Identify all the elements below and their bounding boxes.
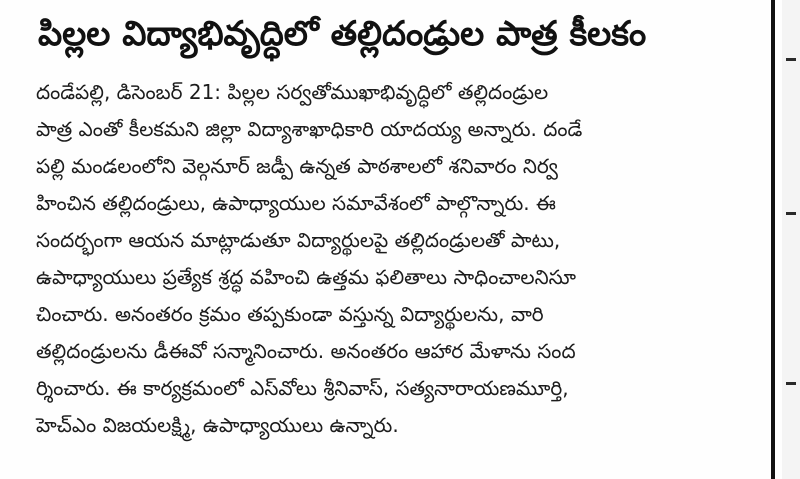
article-line: తల్లిదండ్రులను డీఈవో సన్మానించారు. అనంతరం ఆహార మేళాను సంద bbox=[36, 339, 576, 363]
article-line: ర్శించారు. ఈ కార్యక్రమంలో ఎస్‌వోలు శ్రీనివాస్, సత్యనారాయణమూర్తి, bbox=[36, 376, 569, 400]
article-body bbox=[36, 74, 766, 444]
article-line: ఉపాధ్యాయులు ప్రత్యేక శ్రద్ధ వహించి ఉత్తమ ఫలితాలు సాధించాలనిసూ bbox=[36, 265, 577, 289]
article-line: పల్లి మండలంలోని వెల్గనూర్ జడ్పీ ఉన్నత పాఠశాలలో శనివారం నిర్వ bbox=[36, 154, 558, 178]
article-line: దండేపల్లి, డిసెంబర్ 21: పిల్లల సర్వతోముఖాభివృద్ధిలో తల్లిదండ్రుల bbox=[36, 80, 549, 104]
adjacent-column-edge bbox=[782, 0, 800, 479]
column-divider-rule bbox=[771, 0, 775, 479]
article-headline: పిల్లల విద్యాభివృద్ధిలో తల్లిదండ్రుల పాత్ర కీలకం bbox=[38, 14, 647, 54]
adjacent-column-text-fragment bbox=[786, 58, 796, 61]
article-line: చించారు. అనంతరం క్రమం తప్పకుండా వస్తున్న విద్యార్థులను, వారి bbox=[36, 302, 544, 326]
adjacent-column-text-fragment bbox=[786, 382, 796, 385]
article-line: సందర్భంగా ఆయన మాట్లాడుతూ విద్యార్థులపై తల్లిదండ్రులతో పాటు, bbox=[36, 228, 561, 252]
article-line: హెచ్ఎం విజయలక్ష్మి, ఉపాధ్యాయులు ఉన్నారు. bbox=[36, 413, 399, 437]
adjacent-column-text-fragment bbox=[786, 212, 796, 215]
article-line: పాత్ర ఎంతో కీలకమని జిల్లా విద్యాశాఖాధికారి యాదయ్య అన్నారు. దండే bbox=[36, 117, 583, 141]
article-line: హించిన తల్లిదండ్రులు, ఉపాధ్యాయుల సమావేశంలో పాల్గొన్నారు. ఈ bbox=[36, 191, 556, 215]
